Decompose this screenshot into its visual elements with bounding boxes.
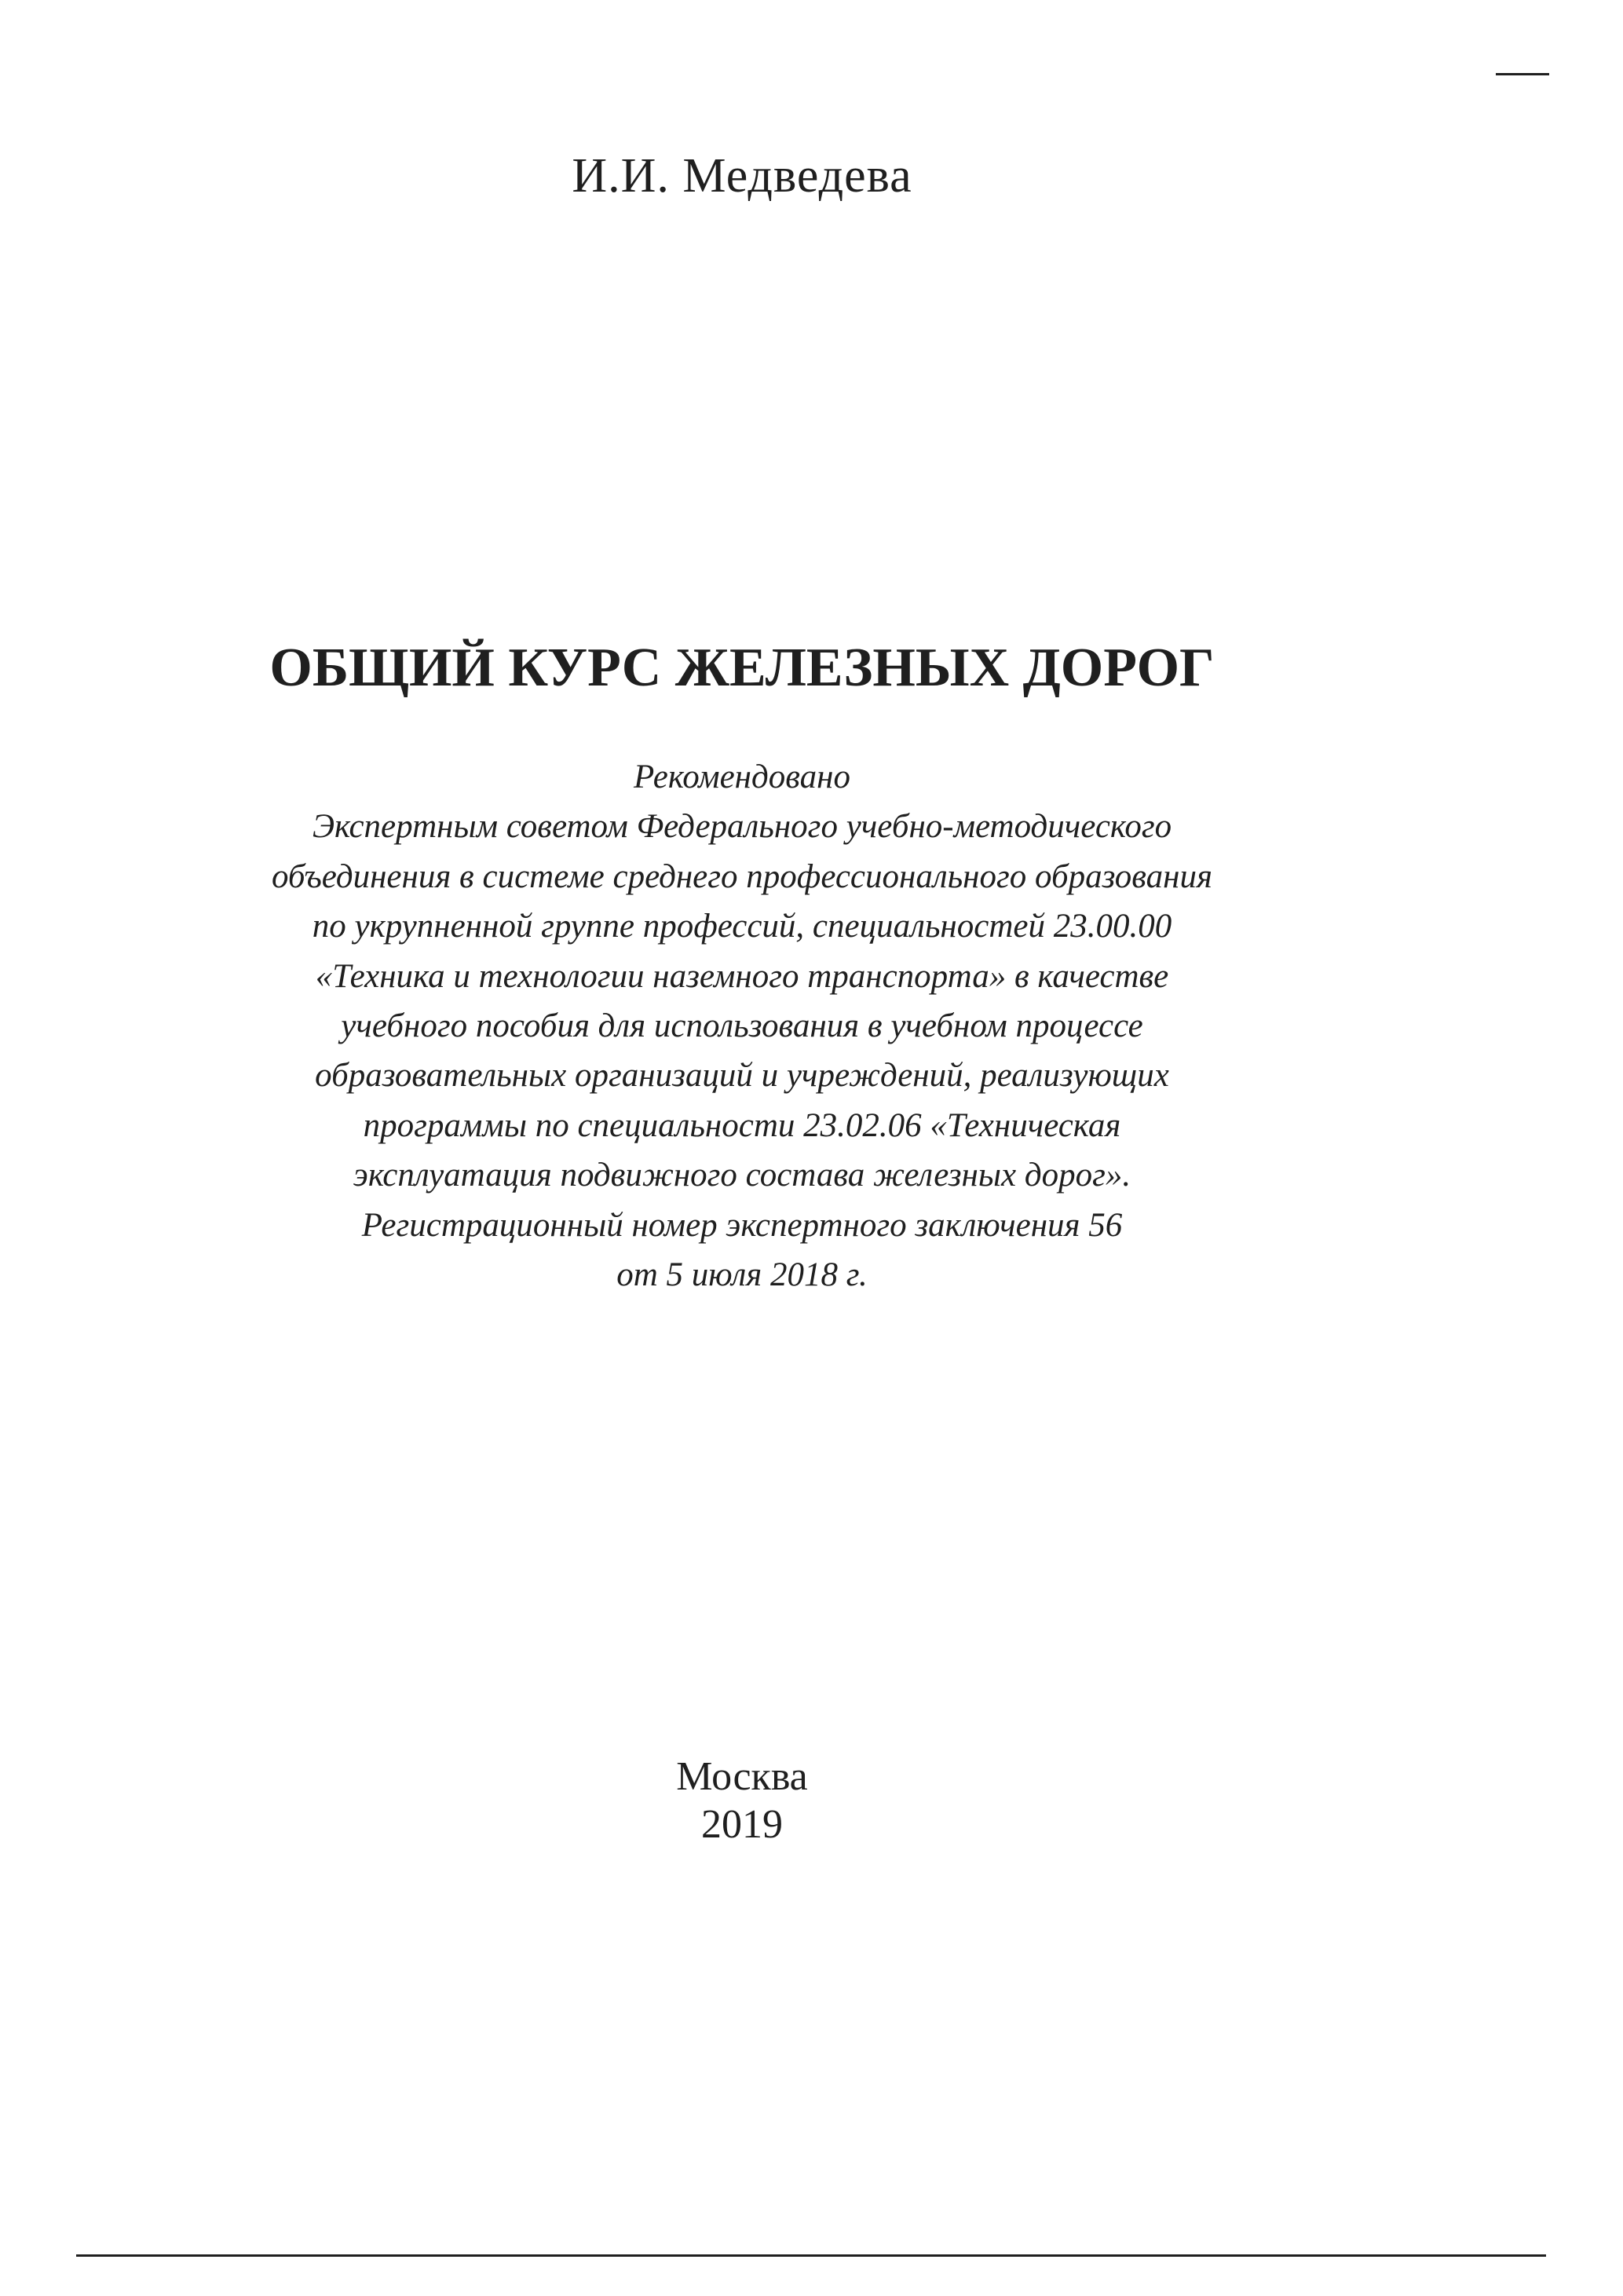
approval-line: Экспертным советом Федерального учебно-методического xyxy=(312,808,1172,846)
publication-year: 2019 xyxy=(701,1802,783,1847)
approval-line: учебного пособия для использования в учебном процессе xyxy=(341,1007,1143,1044)
approval-line: от 5 июля 2018 г. xyxy=(616,1256,868,1293)
approval-line: Рекомендовано xyxy=(634,759,850,795)
approval-line: образовательных организаций и учреждений, реализующих xyxy=(315,1057,1169,1095)
approval-line: объединения в системе среднего профессионального образования xyxy=(272,857,1212,895)
publication-city: Москва xyxy=(676,1754,808,1799)
approval-line: «Техника и технологии наземного транспорта» в качестве xyxy=(315,957,1169,995)
approval-statement xyxy=(0,752,1484,1300)
approval-line: Регистрационный номер экспертного заключения 56 xyxy=(361,1206,1123,1244)
approval-line: эксплуатация подвижного состава железных дорог». xyxy=(353,1157,1131,1194)
publication-imprint xyxy=(0,1753,1484,1848)
approval-line: программы по специальности 23.02.06 «Техническая xyxy=(363,1106,1121,1144)
bottom-rule xyxy=(76,2254,1546,2257)
author-name: И.И. Медведева xyxy=(572,149,912,203)
book-title: ОБЩИЙ КУРС ЖЕЛЕЗНЫХ ДОРОГ xyxy=(269,638,1215,698)
approval-line: по укрупненной группе профессий, специальностей 23.00.00 xyxy=(312,908,1172,945)
corner-dash xyxy=(1496,73,1549,75)
